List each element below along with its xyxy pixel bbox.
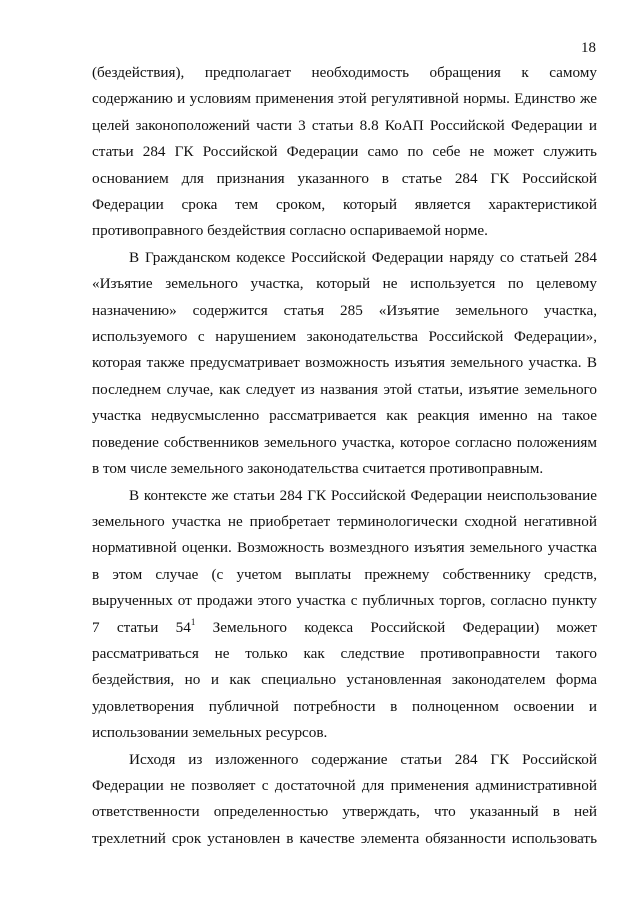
paragraph-3-text-before: В контексте же статьи 284 ГК Российской Федерации неиспользование земельного участка не приобретает терминологически сходной негативной нормативной оценки. Возможность возмездного изъятия земельного участка в этом случае (с учетом выплаты прежнему собственнику средств, вырученных от продажи этого участка с публичных торгов, согласно пункту 7 статьи 54 <box>92 486 597 636</box>
paragraph-1: (бездействия), предполагает необходимость обращения к самому содержанию и условиям применения этой регулятивной нормы. Единство же целей законоположений части 3 статьи 8.8 КоАП Российской Федерации и статьи 284 ГК Российской Федерации само по себе не может служить основанием для признания указанного в статье 284 ГК Российской Федерации срока тем сроком, который является характеристикой противоправного бездействия согласно оспариваемой норме. <box>92 64 597 240</box>
article-superscript: 1 <box>190 616 196 627</box>
paragraph-2: В Гражданском кодексе Российской Федерации наряду со статьей 284 «Изъятие земельного участка, который не используется по целевому назначению» содержится статья 285 «Изъятие земельного участка, используемого с нарушением законодательства Российской Федерации», которая также предусматривает возможность изъятия земельного участка. В последнем случае, как следует из названия этой статьи, изъятие земельного участка недвусмысленно рассматривается как реакция именно на такое поведение собственников земельного участка, которое согласно положениям в том числе земельного законодательства считается противоправным. <box>92 248 597 478</box>
paragraph-3-text-after: Земельного кодекса Российской Федерации) может рассматриваться не только как следствие противоправности такого бездействия, но и как специально установленная законодателем форма удовлетворения публичной потребности в полноценном освоении и использовании земельных ресурсов. <box>92 618 597 742</box>
page-number: 18 <box>581 40 596 56</box>
paragraph-3 <box>92 483 597 747</box>
paragraph-4: Исходя из изложенного содержание статьи 284 ГК Российской Федерации не позволяет с достаточной для применения административной ответственности определенностью утверждать, что указанный в ней трехлетний срок установлен в качестве элемента обязанности использовать <box>92 750 597 847</box>
document-body <box>92 60 597 852</box>
